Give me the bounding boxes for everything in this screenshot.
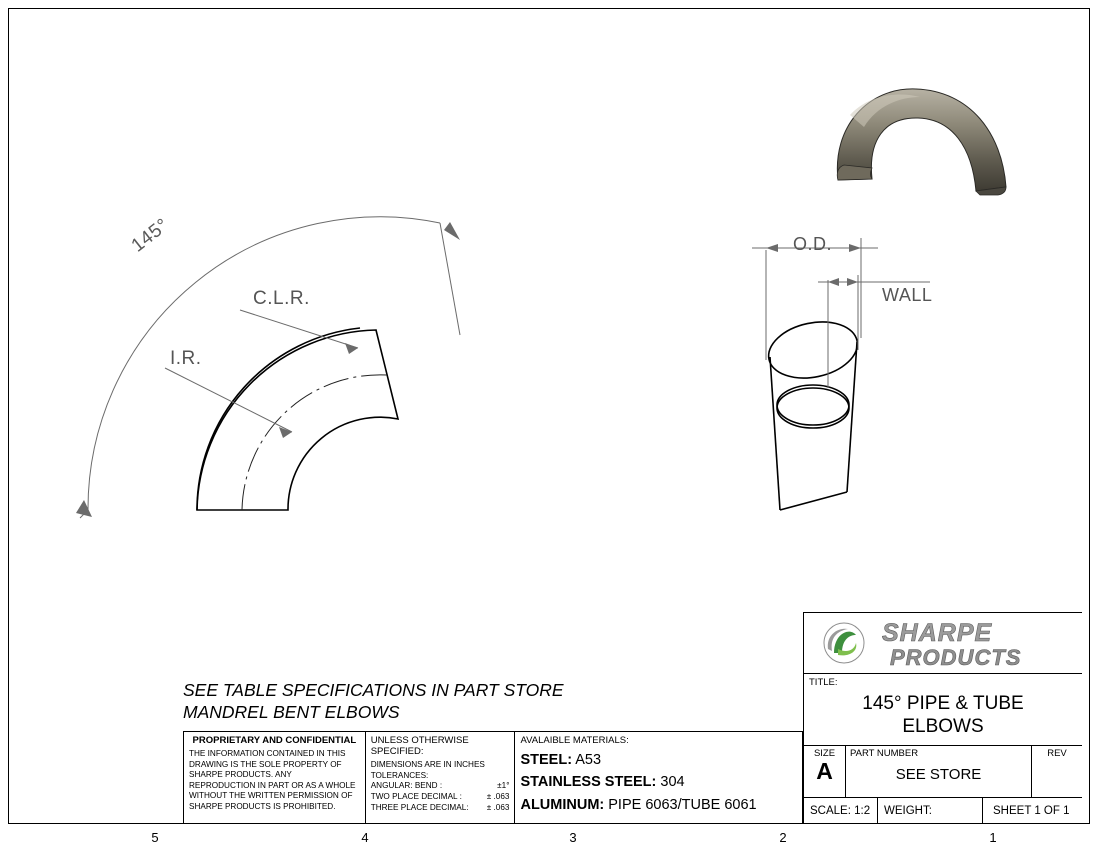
- proprietary-heading: PROPRIETARY AND CONFIDENTIAL: [192, 735, 357, 746]
- rev-cell: [1032, 746, 1082, 797]
- tube-inner-ellipse-2: [777, 385, 849, 425]
- clr-label: C.L.R.: [253, 288, 310, 309]
- tolerance-row: [371, 781, 510, 792]
- wall-arrow-left: [828, 278, 839, 286]
- clr-leader-line: [240, 310, 358, 348]
- od-label: O.D.: [793, 234, 833, 254]
- material-row: [520, 794, 797, 816]
- tolerances-heading: UNLESS OTHERWISE SPECIFIED:: [370, 735, 469, 757]
- title-label: TITLE:: [809, 677, 838, 688]
- specification-table: [183, 731, 803, 824]
- notes-line-1: SEE TABLE SPECIFICATIONS IN PART STORE: [183, 680, 564, 700]
- drawing-notes: [183, 680, 703, 724]
- material-value: A53: [575, 752, 602, 768]
- elbow-3d-svg: [820, 75, 1040, 205]
- svg-text:PRODUCTS: PRODUCTS: [890, 645, 1022, 670]
- tube-right-edge: [847, 342, 857, 492]
- tube-inner-ellipse: [777, 388, 849, 428]
- od-arrow-right: [849, 244, 861, 252]
- size-value: A: [816, 758, 833, 784]
- tolerance-label: ANGULAR: BEND :: [370, 781, 443, 790]
- tolerance-label: THREE PLACE DECIMAL:: [370, 802, 469, 812]
- notes-line-2: MANDREL BENT ELBOWS: [183, 701, 400, 722]
- tolerances-cell: [366, 732, 516, 824]
- drawing-title: [809, 693, 1077, 739]
- proprietary-body: THE INFORMATION CONTAINED IN THIS DRAWING IS THE SOLE PROPERTY OF SHARPE PRODUCTS. ANY REPRODUCTION IN PART OR AS A WHOLE WITHOUT THE WRITTEN PERMISSION OF SHARPE PRODUCTS IS PROHIBITED.: [189, 749, 356, 811]
- tube-outer-ellipse: [763, 314, 862, 386]
- scale-weight-sheet-row: [804, 798, 1082, 824]
- ir-label: I.R.: [170, 348, 202, 369]
- materials-cell: [515, 732, 803, 824]
- material-label: STEEL:: [520, 752, 573, 768]
- wall-arrow-right: [847, 278, 858, 286]
- material-label: ALUMINUM:: [520, 796, 605, 813]
- material-row: [520, 749, 797, 771]
- tube-bottom-edge: [780, 492, 847, 510]
- wall-label: WALL: [882, 285, 933, 305]
- part-number-row: [804, 746, 1082, 798]
- zone-number: 4: [361, 830, 369, 845]
- material-label: STAINLESS STEEL:: [520, 774, 657, 791]
- drawing-title-line-2: ELBOWS: [902, 715, 984, 737]
- materials-heading: AVALAIBLE MATERIALS:: [520, 735, 629, 746]
- drawing-title-line-1: 145° PIPE & TUBE: [862, 693, 1024, 714]
- tolerance-row: [371, 792, 510, 803]
- elbow-body-outline: [197, 330, 398, 510]
- ir-leader-line: [165, 368, 292, 432]
- angle-label: 145°: [127, 214, 174, 257]
- size-cell: [804, 746, 846, 797]
- company-logo: [804, 613, 1082, 674]
- part-number-value: SEE STORE: [895, 766, 982, 783]
- angle-dimension-arc: [88, 214, 440, 510]
- center-line-radius-arc: [242, 375, 387, 510]
- zone-number: 1: [989, 830, 997, 845]
- svg-text:SHARPE: SHARPE: [882, 619, 993, 647]
- tolerances-units: DIMENSIONS ARE IN INCHES: [370, 760, 485, 769]
- zone-number: 2: [779, 830, 787, 845]
- tolerance-row: [371, 803, 510, 814]
- angle-arrow-left: [76, 500, 92, 517]
- material-value: 304: [660, 774, 685, 791]
- sheet-value: SHEET 1 OF 1: [993, 805, 1070, 817]
- elbow-3d-render: [820, 75, 1040, 205]
- tube-section-svg: [700, 220, 1040, 550]
- clr-leader-arrow: [345, 343, 358, 354]
- material-row: [520, 771, 797, 793]
- scale-value: SCALE: 1:2: [804, 798, 878, 824]
- part-number-cell: [846, 746, 1032, 797]
- zone-number: 3: [569, 830, 577, 845]
- weight-value: WEIGHT:: [878, 798, 983, 824]
- tolerances-subheading: TOLERANCES:: [370, 770, 429, 780]
- elbow-3d-end-face: [837, 165, 872, 180]
- company-logo-svg: [804, 613, 1082, 673]
- title-block: [803, 612, 1082, 824]
- tube-left-edge: [770, 357, 780, 510]
- material-value: PIPE 6063/TUBE 6061: [608, 796, 757, 813]
- od-arrow-left: [766, 244, 778, 252]
- bend-elbow-svg: [40, 170, 660, 590]
- logo-mark-icon: [824, 623, 864, 663]
- bend-elbow-view: [40, 170, 660, 590]
- part-number-label: PART NUMBER: [850, 748, 919, 759]
- rev-label: REV: [1047, 748, 1067, 759]
- tolerance-value: ± .063: [486, 802, 510, 812]
- tolerance-value: ± .063: [486, 791, 510, 801]
- tolerance-value: ±1°: [497, 781, 510, 790]
- angle-arrow-right: [444, 222, 460, 240]
- proprietary-cell: [184, 732, 366, 824]
- tube-section-view: [700, 220, 1040, 550]
- title-row: [804, 674, 1082, 746]
- tolerance-label: TWO PLACE DECIMAL :: [370, 791, 462, 801]
- size-label: SIZE: [813, 748, 836, 759]
- zone-number: 5: [151, 830, 159, 845]
- logo-wordmark: [882, 619, 1021, 670]
